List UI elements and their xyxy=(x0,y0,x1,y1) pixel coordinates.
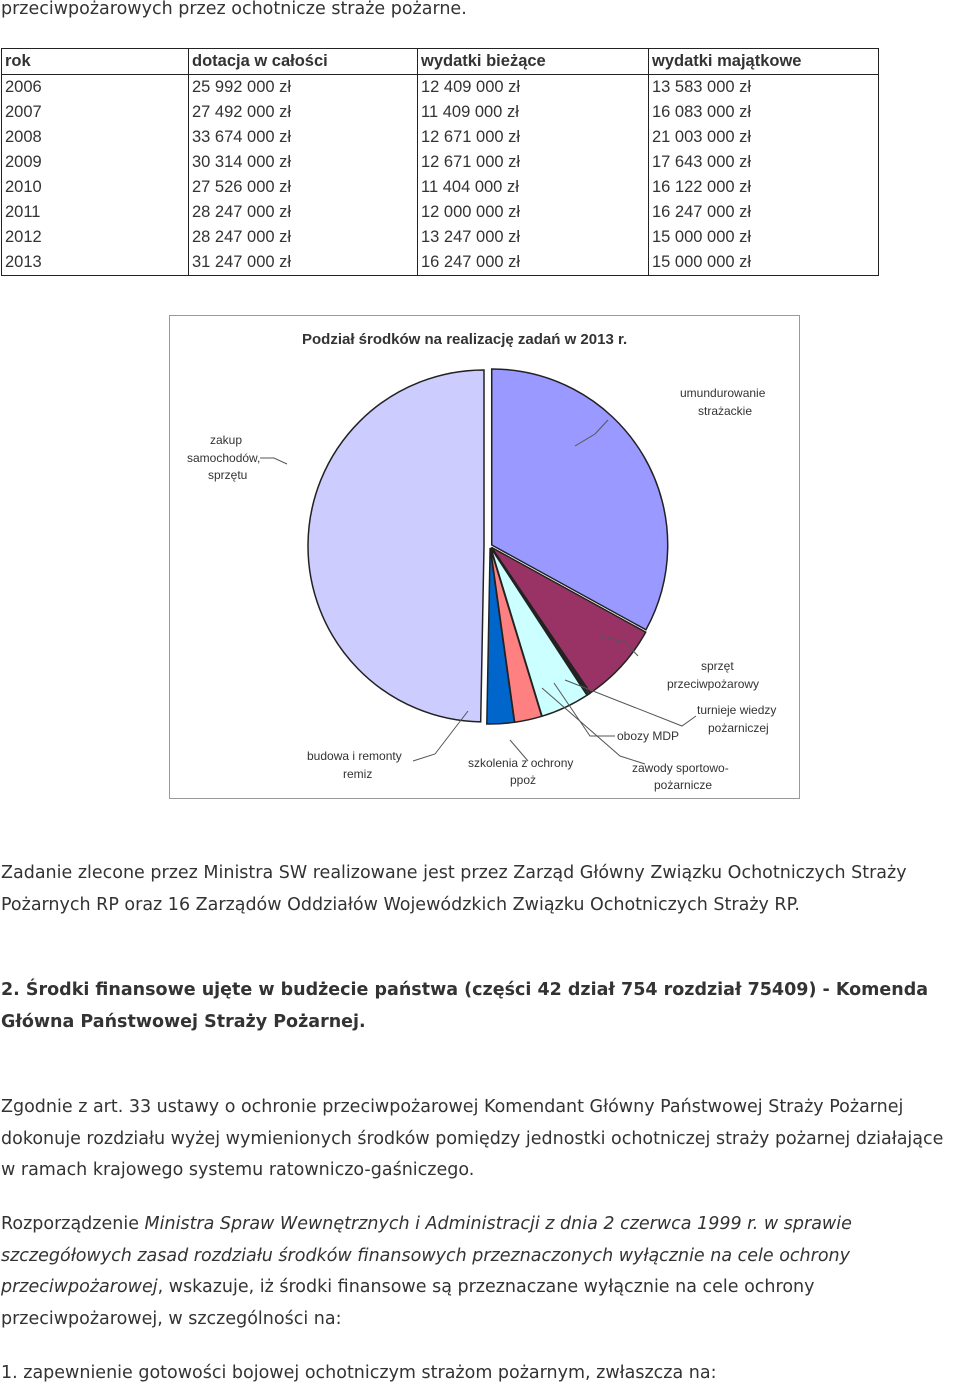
header-year: rok xyxy=(2,49,189,75)
label-budowa: budowa i remonty remiz xyxy=(307,749,402,781)
regulation-title: Ministra Spraw Wewnętrznych i Administracji z dnia 2 czerwca 1999 r. w sprawie szczegółowych zasad rozdziału środków finansowych przeznaczonych wyłącznie na cele ochrony przeciwpożarowej xyxy=(1,1214,852,1297)
cell-year: 2012 xyxy=(2,225,189,250)
label-zakup: zakup samochodów, sprzętu xyxy=(187,433,261,482)
leader-zakup xyxy=(260,458,287,464)
header-total-grant: dotacja w całości xyxy=(189,49,418,75)
cell-total: 31 247 000 zł xyxy=(189,250,418,276)
cell-capital: 15 000 000 zł xyxy=(649,250,879,276)
paragraph-art33: Zgodnie z art. 33 ustawy o ochronie przeciwpożarowej Komendant Główny Państwowej Straży Pożarnej dokonuje rozdziału wyżej wymienionych środków pomiędzy jednostki ochotniczej straży pożarnej działające w ramach krajowego systemu ratowniczo-gaśniczego. xyxy=(1,1097,944,1180)
label-obozy: obozy MDP xyxy=(617,729,680,743)
table-header-row xyxy=(2,49,879,75)
cell-total: 25 992 000 zł xyxy=(189,75,418,101)
cell-year: 2008 xyxy=(2,125,189,150)
intro-fragment: przeciwpożarowych przez ochotnicze straże pożarne. xyxy=(1,0,467,19)
funding-table xyxy=(1,48,879,276)
paragraph-rozporzadzenie xyxy=(1,1209,960,1335)
cell-total: 33 674 000 zł xyxy=(189,125,418,150)
list-item-1: 1. zapewnienie gotowości bojowej ochotniczym strażom pożarnym, zwłaszcza na: xyxy=(1,1363,717,1383)
label-szkolenia: szkolenia z ochrony ppoż xyxy=(468,756,574,787)
pie-chart-figure xyxy=(169,315,800,799)
table-row xyxy=(2,100,879,125)
table-row xyxy=(2,200,879,225)
label-umundurowanie: umundurowanie strażackie xyxy=(680,386,766,418)
cell-current: 12 409 000 zł xyxy=(418,75,649,101)
chart-title: Podział środków na realizację zadań w 2013 r. xyxy=(302,331,628,348)
table-row xyxy=(2,225,879,250)
header-capital-expenses: wydatki majątkowe xyxy=(649,49,879,75)
cell-year: 2007 xyxy=(2,100,189,125)
label-turnieje: turnieje wiedzy pożarniczej xyxy=(697,703,777,735)
cell-current: 12 671 000 zł xyxy=(418,150,649,175)
cell-year: 2010 xyxy=(2,175,189,200)
label-sprzet: sprzęt przeciwpożarowy xyxy=(667,659,760,691)
cell-capital: 16 122 000 zł xyxy=(649,175,879,200)
cell-current: 12 671 000 zł xyxy=(418,125,649,150)
cell-year: 2011 xyxy=(2,200,189,225)
pie-chart xyxy=(170,316,799,798)
cell-current: 11 409 000 zł xyxy=(418,100,649,125)
cell-year: 2013 xyxy=(2,250,189,276)
cell-year: 2009 xyxy=(2,150,189,175)
cell-total: 30 314 000 zł xyxy=(189,150,418,175)
cell-capital: 16 247 000 zł xyxy=(649,200,879,225)
cell-total: 28 247 000 zł xyxy=(189,200,418,225)
cell-current: 16 247 000 zł xyxy=(418,250,649,276)
table-row xyxy=(2,250,879,276)
pie-slices xyxy=(308,369,668,724)
cell-capital: 17 643 000 zł xyxy=(649,150,879,175)
cell-capital: 15 000 000 zł xyxy=(649,225,879,250)
cell-total: 27 526 000 zł xyxy=(189,175,418,200)
header-current-expenses: wydatki bieżące xyxy=(418,49,649,75)
cell-capital: 21 003 000 zł xyxy=(649,125,879,150)
section-heading-2: 2. Środki finansowe ujęte w budżecie państwa (części 42 dział 754 rozdział 75409) - Komenda Główna Państwowej Straży Pożarnej. xyxy=(1,980,929,1032)
paragraph-zarzad: Zadanie zlecone przez Ministra SW realizowane jest przez Zarząd Główny Związku Ochotniczych Straży Pożarnych RP oraz 16 Zarządów Oddziałów Wojewódzkich Związku Ochotniczych Straży RP. xyxy=(1,863,907,915)
table-row xyxy=(2,75,879,101)
cell-current: 11 404 000 zł xyxy=(418,175,649,200)
cell-total: 27 492 000 zł xyxy=(189,100,418,125)
cell-current: 13 247 000 zł xyxy=(418,225,649,250)
regulation-rest: , wskazuje, iż środki finansowe są przeznaczane wyłącznie na cele ochrony przeciwpożarowej, w szczególności na: xyxy=(1,1277,815,1329)
cell-capital: 16 083 000 zł xyxy=(649,100,879,125)
table-row xyxy=(2,150,879,175)
pie-slice-7 xyxy=(308,370,484,722)
cell-total: 28 247 000 zł xyxy=(189,225,418,250)
cell-capital: 13 583 000 zł xyxy=(649,75,879,101)
table-row xyxy=(2,125,879,150)
cell-current: 12 000 000 zł xyxy=(418,200,649,225)
label-zawody: zawody sportowo- pożarnicze xyxy=(632,761,729,792)
regulation-lead: Rozporządzenie xyxy=(1,1214,145,1234)
table-row xyxy=(2,175,879,200)
cell-year: 2006 xyxy=(2,75,189,101)
